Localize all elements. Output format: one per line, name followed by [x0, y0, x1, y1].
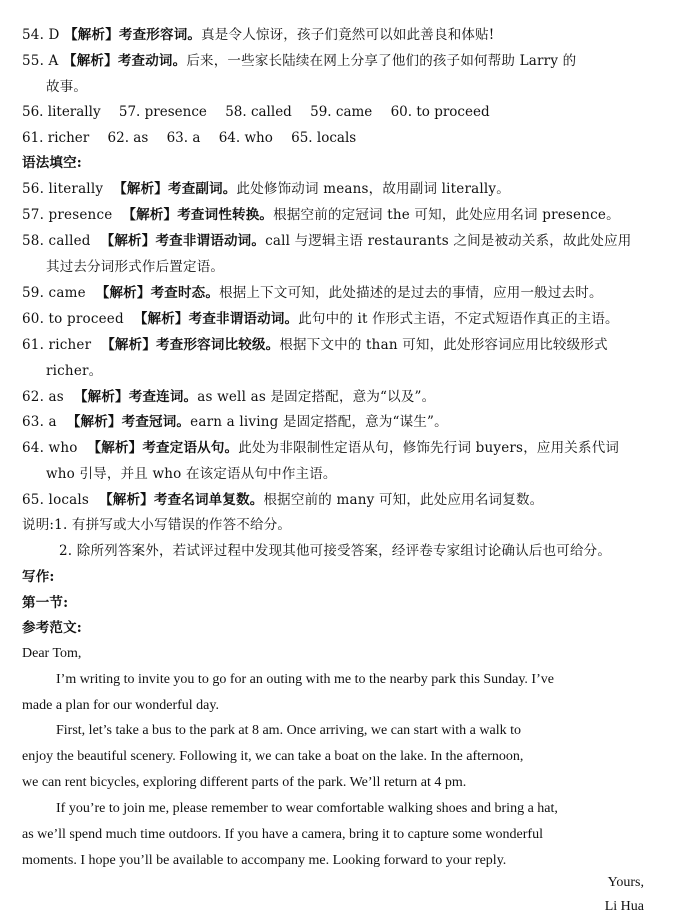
analysis-text: earn a living 是固定搭配，意为“谋生”。 — [190, 414, 448, 430]
analysis-text: call 与逻辑主语 restaurants 之间是被动关系，故此处应用 — [265, 233, 632, 249]
analysis-topic: 考查副词。 — [168, 181, 237, 197]
analysis-text: as well as 是固定搭配，意为“以及”。 — [197, 389, 436, 405]
analysis-tag: 【解析】 — [101, 337, 157, 353]
analysis-text: 根据下文中的 than 可知，此处形容词应用比较级形式 — [279, 337, 608, 353]
answer-row-61-65 — [22, 129, 356, 147]
answer-item: 61. richer — [22, 130, 90, 146]
letter-line: made a plan for our wonderful day. — [22, 698, 219, 713]
letter-line: moments. I hope you’ll be available to accompany me. Looking forward to your reply. — [22, 853, 507, 868]
answer-number: 62. as — [22, 389, 64, 405]
analysis-text: 此处为非限制性定语从句，修饰先行词 buyers，应用关系代词 — [238, 440, 620, 456]
analysis-topic: 考查连词。 — [128, 389, 198, 405]
section-heading: 第一节: — [22, 595, 69, 611]
answer-item: 58. called — [225, 104, 292, 120]
analysis-tag: 【解析】 — [113, 181, 168, 197]
note-2: 2. 除所列答案外，若试评过程中发现其他可接受答案，经评卷专家组讨论确认后也可给分。 — [59, 543, 612, 559]
analysis-text: 根据空前的定冠词 the 可知，此处应用名词 presence。 — [273, 207, 620, 223]
answer-number: 63. a — [22, 414, 57, 430]
sample-label: 参考范文: — [22, 620, 82, 636]
analysis-topic: 考查形容词。 — [118, 27, 202, 43]
analysis-tag: 【解析】 — [73, 389, 129, 405]
answer-number: 60. to proceed — [22, 311, 124, 327]
answer-row-56-60 — [22, 103, 490, 121]
analysis-text: 此处修饰动词 means，故用副词 literally。 — [236, 181, 510, 197]
grammar-64-continued: who 引导，并且 who 在该定语从句中作主语。 — [46, 466, 337, 482]
grammar-56 — [22, 180, 510, 198]
analysis-text: 后来，一些家长陆续在网上分享了他们的孩子如何帮助 Larry 的 — [186, 53, 577, 69]
letter-closing: Yours, — [607, 875, 644, 890]
answer-number: 56. literally — [22, 181, 104, 197]
grammar-58 — [22, 232, 631, 250]
analysis-tag: 【解析】 — [95, 285, 151, 301]
notes-label: 说明: — [22, 517, 55, 533]
answer-item: 60. to proceed — [390, 104, 490, 120]
grammar-60 — [22, 310, 619, 328]
grammar-63 — [22, 413, 448, 431]
answer-number: 58. called — [22, 233, 91, 249]
analysis-tag: 【解析】 — [66, 414, 122, 430]
analysis-tag: 【解析】 — [100, 233, 156, 249]
grammar-57 — [22, 206, 620, 224]
analysis-topic: 考查形容词比较级。 — [156, 337, 280, 353]
answer-item: 59. came — [310, 104, 373, 120]
analysis-text: 根据上下文可知，此处描述的是过去的事情，应用一般过去时。 — [219, 285, 603, 301]
analysis-tag: 【解析】 — [64, 27, 119, 43]
note-1 — [22, 516, 291, 534]
answer-number: 54. D — [22, 27, 60, 43]
analysis-topic: 考查冠词。 — [121, 414, 191, 430]
analysis-topic: 考查时态。 — [150, 285, 220, 301]
answer-number: 61. richer — [22, 337, 92, 353]
grammar-61 — [22, 336, 608, 354]
answer-54 — [22, 26, 494, 44]
grammar-58-continued: 其过去分词形式作后置定语。 — [46, 259, 225, 275]
analysis-tag: 【解析】 — [63, 53, 118, 69]
note-text: 1. 有拼写或大小写错误的作答不给分。 — [54, 517, 292, 533]
answer-item: 62. as — [107, 130, 149, 146]
analysis-topic: 考查非谓语动词。 — [188, 311, 299, 327]
letter-line: First, let’s take a bus to the park at 8 am. Once arriving, we can start with a walk to — [56, 723, 521, 738]
grammar-59 — [22, 284, 603, 302]
answer-item: 63. a — [166, 130, 201, 146]
analysis-text: 此句中的 it 作形式主语，不定式短语作真正的主语。 — [298, 311, 619, 327]
answer-item: 57. presence — [118, 104, 207, 120]
answer-55 — [22, 52, 576, 70]
analysis-topic: 考查动词。 — [117, 53, 187, 69]
answer-55-continued: 故事。 — [46, 79, 88, 95]
analysis-tag: 【解析】 — [87, 440, 143, 456]
answer-number: 65. locals — [22, 492, 90, 508]
analysis-topic: 考查名词单复数。 — [153, 492, 264, 508]
analysis-text: 真是令人惊讶，孩子们竟然可以如此善良和体贴! — [201, 27, 495, 43]
analysis-topic: 考查定语从句。 — [142, 440, 239, 456]
letter-greeting: Dear Tom, — [22, 646, 82, 661]
grammar-62 — [22, 388, 435, 406]
answer-item: 65. locals — [291, 130, 357, 146]
writing-heading: 写作: — [22, 569, 55, 585]
analysis-topic: 考查非谓语动词。 — [155, 233, 266, 249]
grammar-61-continued: richer。 — [46, 363, 103, 379]
analysis-tag: 【解析】 — [99, 492, 154, 508]
letter-line: enjoy the beautiful scenery. Following it, we can take a boat on the lake. In the afternoon, — [22, 749, 524, 764]
answer-number: 59. came — [22, 285, 86, 301]
answer-item: 56. literally — [22, 104, 101, 120]
answer-item: 64. who — [218, 130, 273, 146]
letter-line: we can rent bicycles, exploring different parts of the park. We’ll return at 4 pm. — [22, 775, 467, 790]
answer-number: 64. who — [22, 440, 78, 456]
answer-number: 55. A — [22, 53, 59, 69]
letter-line: as we’ll spend much time outdoors. If you have a camera, bring it to capture some wonderful — [22, 827, 543, 842]
grammar-64 — [22, 439, 619, 457]
grammar-65 — [22, 491, 543, 509]
letter-line: If you’re to join me, please remember to wear comfortable walking shoes and bring a hat, — [56, 801, 558, 816]
analysis-tag: 【解析】 — [133, 311, 189, 327]
answer-number: 57. presence — [22, 207, 113, 223]
grammar-heading: 语法填空: — [22, 155, 82, 171]
letter-signature: Li Hua — [604, 899, 644, 914]
analysis-topic: 考查词性转换。 — [177, 207, 274, 223]
letter-line: I’m writing to invite you to go for an outing with me to the nearby park this Sunday. I’ve — [56, 672, 554, 687]
analysis-text: 根据空前的 many 可知，此处应用名词复数。 — [263, 492, 544, 508]
analysis-tag: 【解析】 — [122, 207, 178, 223]
